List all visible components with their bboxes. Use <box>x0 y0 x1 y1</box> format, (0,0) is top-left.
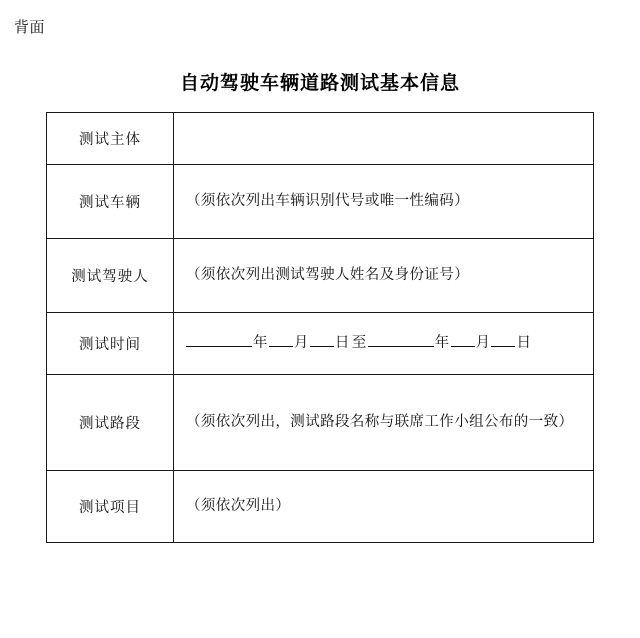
month-unit-end: 月 <box>475 335 491 352</box>
table-row <box>47 165 594 239</box>
table-row <box>47 113 594 165</box>
row-label-test-item: 测试项目 <box>47 471 174 543</box>
table-row <box>47 375 594 471</box>
month-blank-end[interactable] <box>451 334 475 347</box>
info-table-wrapper <box>46 112 594 543</box>
row-label-test-vehicle: 测试车辆 <box>47 165 174 239</box>
day-blank-start[interactable] <box>310 334 334 347</box>
day-blank-end[interactable] <box>491 334 515 347</box>
date-range-connector: 至 <box>351 335 367 352</box>
year-blank-end[interactable] <box>368 334 434 347</box>
table-row <box>47 239 594 313</box>
row-value-test-subject[interactable] <box>174 113 594 165</box>
row-value-test-time[interactable] <box>174 313 594 375</box>
row-value-test-route[interactable]: （须依次列出，测试路段名称与联席工作小组公布的一致） <box>174 375 594 471</box>
year-unit-end: 年 <box>434 335 450 352</box>
row-label-test-subject: 测试主体 <box>47 113 174 165</box>
row-value-test-vehicle[interactable]: （须依次列出车辆识别代号或唯一性编码） <box>174 165 594 239</box>
row-label-test-route: 测试路段 <box>47 375 174 471</box>
day-unit-end: 日 <box>516 335 532 352</box>
month-unit-start: 月 <box>293 335 309 352</box>
road-test-info-table <box>46 112 594 543</box>
row-label-test-time: 测试时间 <box>47 313 174 375</box>
page-corner-label: 背面 <box>14 19 46 36</box>
row-value-test-driver[interactable]: （须依次列出测试驾驶人姓名及身份证号） <box>174 239 594 313</box>
row-label-test-driver: 测试驾驶人 <box>47 239 174 313</box>
row-value-test-item[interactable]: （须依次列出） <box>174 471 594 543</box>
table-row <box>47 313 594 375</box>
month-blank-start[interactable] <box>269 334 293 347</box>
table-row <box>47 471 594 543</box>
day-unit-start: 日 <box>334 335 350 352</box>
year-blank-start[interactable] <box>186 334 252 347</box>
year-unit-start: 年 <box>253 335 268 352</box>
page-title: 自动驾驶车辆道路测试基本信息 <box>179 73 460 94</box>
